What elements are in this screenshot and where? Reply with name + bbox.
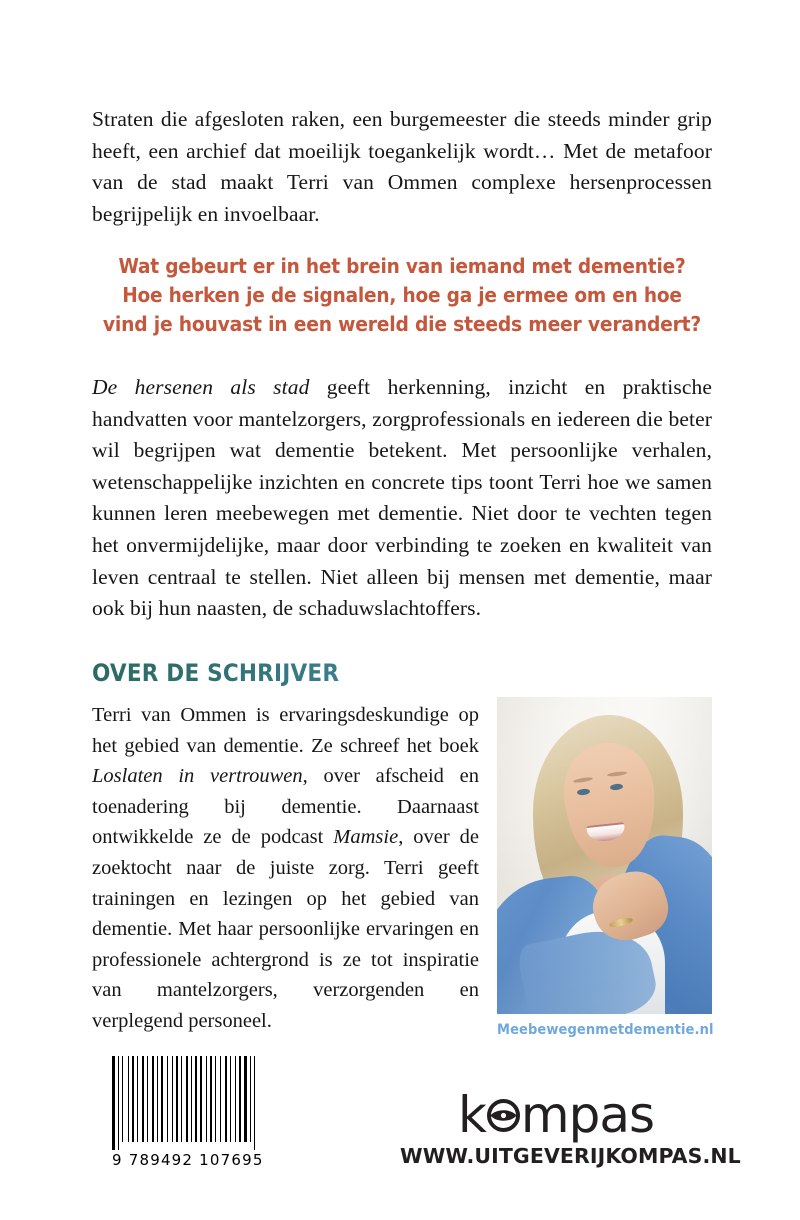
blurb-line: Terri hoe we samen kunnen leren meebewegen met dementie. xyxy=(92,469,712,526)
author-bio-text: , over afscheid en toenadering bij dementie. Daarnaast ontwikkelde ze de podcast xyxy=(92,765,479,849)
author-bio-text: , over de zoektocht naar de juiste zorg. Terri geeft trainingen en lezingen op het gebied van dementie. Met haar persoonlijke ervaringen en professionele achtergrond is ze tot inspiratie van mantelzorgers, verzorgenden en verplegend personeel. xyxy=(92,826,479,1032)
blurb-line: verhalen, wetenschappelijke inzichten en concrete tips toont xyxy=(92,438,713,494)
intro-line: Straten die afgesloten raken, een burgemeester die steeds xyxy=(92,107,601,131)
isbn-barcode xyxy=(112,1056,264,1169)
pull-quote-line: Wat gebeurt er in het brein van iemand met dementie? xyxy=(118,254,686,278)
blurb-book-title: De hersenen als stad xyxy=(92,375,310,399)
blurb-line: verbinding te zoeken en kwaliteit van leven centraal te stellen. xyxy=(92,532,713,589)
blurb-paragraph xyxy=(92,372,712,625)
publisher-block xyxy=(400,1086,741,1168)
blurb-line: die beter wil begrijpen wat dementie betekent. Met persoonlijke xyxy=(92,406,712,463)
author-bio-book-title: Loslaten in vertrouwen xyxy=(92,765,303,788)
pull-quote-line: vind je houvast in een wereld die steeds meer verandert? xyxy=(102,312,702,336)
publisher-logo-text-before: k xyxy=(457,1086,486,1144)
intro-line: hersenprocessen begrijpelijk en invoelbaar. xyxy=(92,170,712,226)
intro-line: Met de metafoor van de stad maakt Terri van Ommen complexe xyxy=(92,138,713,194)
author-section-heading: OVER DE SCHRIJVER xyxy=(92,659,340,687)
compass-eye-icon xyxy=(487,1099,520,1132)
publisher-website-url[interactable]: WWW.UITGEVERIJKOMPAS.NL xyxy=(400,1143,741,1168)
barcode-digits: 9 789492 107695 xyxy=(112,1151,264,1169)
author-portrait-photo xyxy=(497,697,712,1014)
blurb-line: de schaduwslachtoffers. xyxy=(272,596,482,621)
author-bio-text: Terri van Ommen is ervaringsdeskundige op het gebied van dementie. Ze schreef het boek xyxy=(92,704,479,757)
author-bio-podcast-title: Mamsie xyxy=(333,826,399,849)
publisher-logo-text-after: mpas xyxy=(520,1086,655,1144)
portrait-shading xyxy=(497,697,712,1014)
portrait-background xyxy=(497,697,712,1014)
pull-quote-line: Hoe herken je de signalen, hoe ga je ermee om en hoe xyxy=(122,283,682,307)
pull-quote xyxy=(92,252,712,339)
blurb-line: Niet alleen bij mensen met dementie, maar ook bij hun naasten, xyxy=(92,564,713,621)
blurb-line: geeft herkenning, inzicht en praktische xyxy=(309,375,712,399)
intro-paragraph xyxy=(92,104,712,230)
barcode-bars xyxy=(112,1056,258,1150)
author-bio xyxy=(92,700,479,1037)
author-website-caption[interactable]: Meebewegenmetdementie.nl xyxy=(497,1022,714,1038)
publisher-logo xyxy=(457,1086,655,1144)
blurb-line: handvatten voor mantelzorgers, zorgprofessionals en iedereen xyxy=(92,406,631,431)
blurb-line: Niet door te vechten tegen het onvermijdelijke, maar door xyxy=(92,501,712,557)
intro-line: minder grip heeft, een archief dat moeilijk toegankelijk wordt… xyxy=(92,107,712,163)
